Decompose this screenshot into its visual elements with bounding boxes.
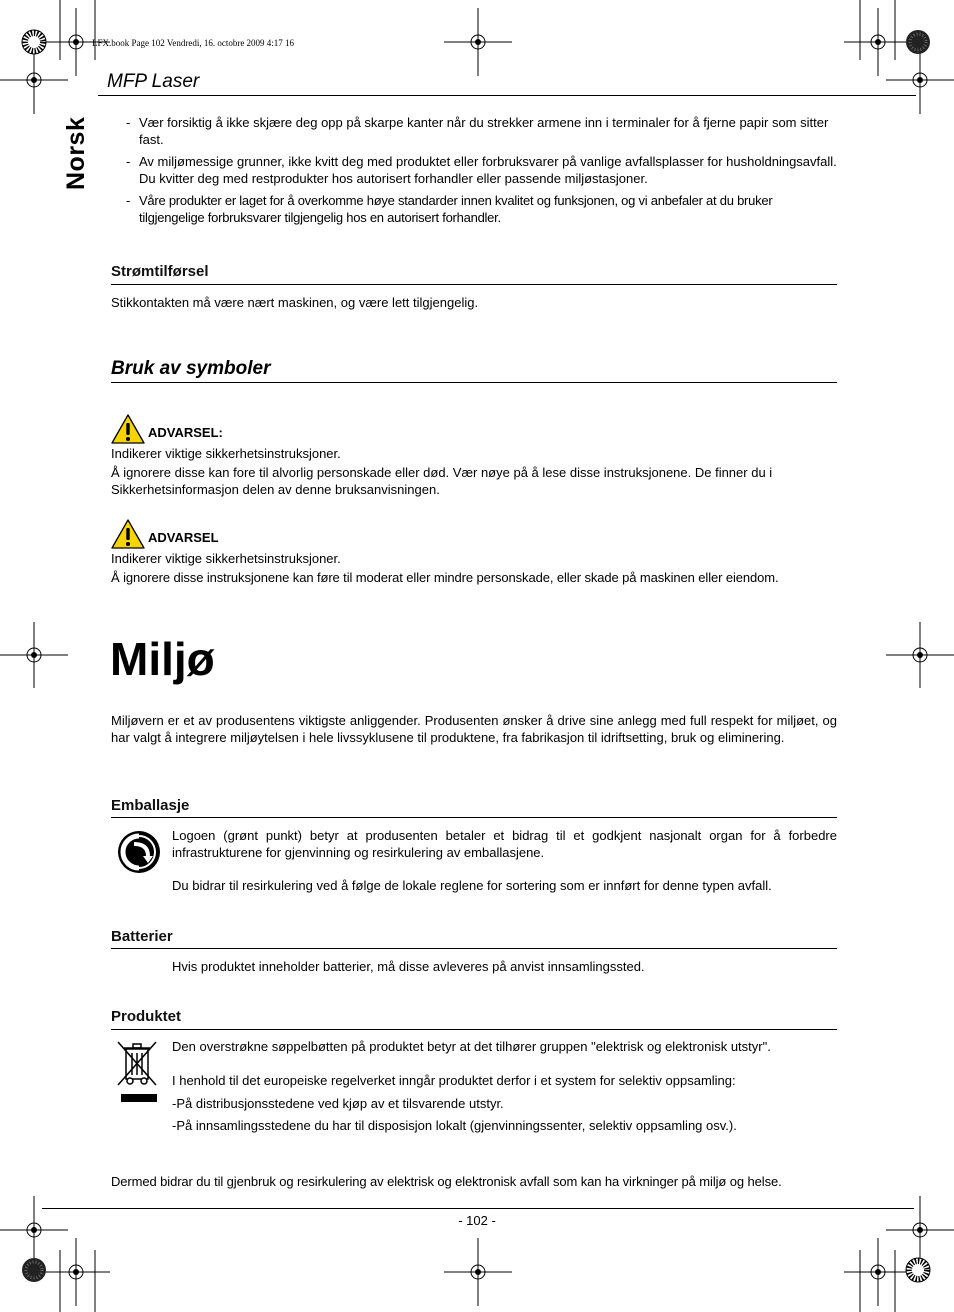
- list-item: - Av miljømessige grunner, ikke kvitt deg med produktet eller forbruksvarer på vanlige avfallsplasser for husholdningsavfall. Du kvitter deg med restprodukter hos autorisert forhandler eller passende miljøstasjoner.: [126, 153, 838, 187]
- warning-text: Å ignorere disse instruksjonene kan føre til moderat eller mindre personskade, eller skade på maskinen eller eiendom.: [111, 570, 779, 585]
- packaging-text: Logoen (grønt punkt) betyr at produsenten betaler et bidrag til et godkjent nasjonalt organ for å forbedre infrastrukturene for gjenvinning og resirkulering av emballasjene.: [172, 828, 837, 860]
- product-text: -På innsamlingsstedene du har til disposisjon lokalt (gjenvinningssenter, selektiv oppsamling osv.).: [172, 1118, 737, 1133]
- product-text: I henhold til det europeiske regelverket inngår produktet derfor i et system for selektiv oppsamling:: [172, 1073, 736, 1088]
- safety-bullets: [126, 114, 838, 231]
- warning-text: Å ignorere disse kan fore til alvorlig personskade eller død. Vær nøye på å lese disse instruksjonene. De finner du i Sikkerhetsinformasjon delen av denne bruksanvisningen.: [111, 465, 773, 497]
- header-title: MFP Laser: [107, 71, 200, 92]
- print-stamp: LFX.book Page 102 Vendredi, 16. octobre 2009 4:17 16: [92, 38, 295, 48]
- list-item: - Våre produkter er laget for å overkomme høye standarder innen kvalitet og funksjonen, og vi anbefaler at du bruker tilgjengelige forbruksvarer tilgjengelig hos en autorisert forhandler.: [126, 192, 838, 226]
- header-rule: [98, 95, 916, 96]
- section-rule: [111, 948, 837, 949]
- warning-icon: [111, 414, 145, 444]
- environment-title: Miljø: [110, 633, 215, 685]
- section-rule: [111, 817, 837, 818]
- power-text: Stikkontakten må være nært maskinen, og være lett tilgjengelig.: [111, 295, 479, 310]
- warning-text: Indikerer viktige sikkerhetsinstruksjoner.: [111, 551, 341, 566]
- batteries-heading: Batterier: [111, 928, 173, 945]
- footer-rule: [42, 1208, 914, 1209]
- product-text: -På distribusjonsstedene ved kjøp av et tilsvarende utstyr.: [172, 1096, 504, 1111]
- warning-label: ADVARSEL: [148, 530, 219, 545]
- product-heading: Produktet: [111, 1008, 182, 1025]
- page-number: - 102 -: [458, 1213, 496, 1228]
- symbols-heading: Bruk av symboler: [111, 358, 271, 379]
- power-heading: Strømtilførsel: [111, 263, 209, 280]
- section-rule: [111, 382, 837, 383]
- warning-text: Indikerer viktige sikkerhetsinstruksjoner.: [111, 446, 341, 461]
- environment-intro: Miljøvern er et av produsentens viktigste anliggender. Produsenten ønsker å drive sine anlegg med full respekt for miljøet, og har valgt å integrere miljøytelsen i hele livssyklusene til produktene, fra fabrikasjon til idriftsetting, bruk og eliminering.: [111, 713, 837, 745]
- warning-icon: [111, 519, 145, 549]
- warning-label: ADVARSEL:: [148, 425, 223, 440]
- section-rule: [111, 1029, 837, 1030]
- product-text: Den overstrøkne søppelbøtten på produktet betyr at det tilhører gruppen "elektrisk og elektronisk utstyr".: [172, 1039, 771, 1054]
- batteries-text: Hvis produktet inneholder batterier, må disse avleveres på anvist innsamlingssted.: [172, 959, 645, 974]
- language-tab-label: Norsk: [62, 116, 90, 190]
- list-item: - Vær forsiktig å ikke skjære deg opp på skarpe kanter når du strekker armene inn i terminaler for å fjerne papir som sitter fast.: [126, 114, 838, 148]
- section-rule: [111, 284, 837, 285]
- green-dot-icon: [117, 830, 161, 874]
- packaging-text: Du bidrar til resirkulering ved å følge de lokale reglene for sortering som er innført for denne typen avfall.: [172, 878, 772, 893]
- packaging-heading: Emballasje: [111, 797, 190, 814]
- closing-text: Dermed bidrar du til gjenbruk og resirkulering av elektrisk og elektronisk avfall som kan ha virkninger på miljø og helse.: [111, 1174, 782, 1189]
- crossed-bin-icon: [114, 1039, 160, 1105]
